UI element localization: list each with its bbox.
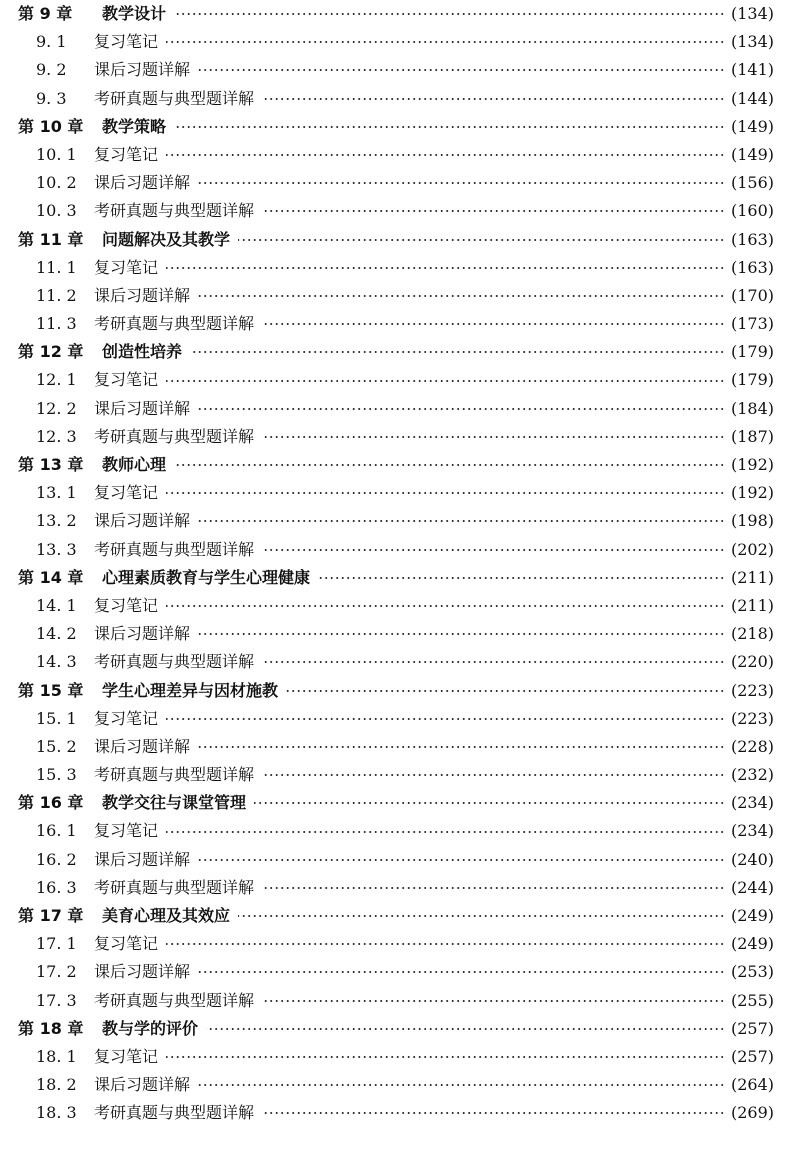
toc-section-entry[interactable] [18,395,774,423]
chapter-number: 第 16 章 [18,793,84,813]
section-title: 复习笔记 [94,934,159,954]
dot-leader [174,126,725,128]
dot-leader [174,13,725,15]
toc-section-entry[interactable] [18,28,774,56]
dot-leader [198,1084,725,1086]
toc-chapter-entry[interactable] [18,113,774,141]
section-title: 课后习题详解 [94,962,191,982]
toc-section-entry[interactable] [18,761,774,789]
chapter-title: 教师心理 [102,455,167,474]
page-number: (234) [730,793,774,813]
section-number: 18. 2 [36,1075,77,1095]
toc-section-entry[interactable] [18,479,774,507]
section-title: 复习笔记 [94,821,159,841]
section-title: 考研真题与典型题详解 [94,1103,255,1123]
section-number: 10. 2 [36,173,77,193]
section-title: 复习笔记 [94,257,159,277]
section-title: 课后习题详解 [94,511,191,531]
page-number: (253) [730,962,774,982]
section-number: 13. 3 [36,539,77,559]
page-number: (173) [730,314,774,334]
toc-section-entry[interactable] [18,1043,774,1071]
toc-section-entry[interactable] [18,536,774,564]
section-number: 13. 1 [36,483,77,503]
page-number: (198) [730,511,774,531]
section-number: 17. 2 [36,962,77,982]
chapter-number: 第 14 章 [18,567,84,587]
section-title: 考研真题与典型题详解 [94,201,255,221]
section-title: 考研真题与典型题详解 [94,426,255,446]
page-number: (228) [730,736,774,756]
chapter-title: 学生心理差异与因材施教 [102,680,279,700]
dot-leader [318,577,725,579]
toc-section-entry[interactable] [18,1071,774,1099]
toc-section-entry[interactable] [18,817,774,845]
page-number: (244) [730,877,774,897]
page-number: (202) [730,539,774,559]
chapter-title: 教学交往与课堂管理 [102,793,247,813]
section-number: 15. 2 [36,736,77,756]
table-of-contents [18,0,774,1128]
section-number: 16. 2 [36,849,77,869]
section-number: 9. 3 [36,88,67,108]
page-number: (179) [730,342,774,362]
page-number: (170) [730,285,774,305]
section-title: 课后习题详解 [94,624,191,644]
toc-section-entry[interactable] [18,648,774,676]
chapter-number: 第 13 章 [18,455,84,474]
toc-chapter-entry[interactable] [18,451,774,479]
toc-section-entry[interactable] [18,254,774,282]
toc-chapter-entry[interactable] [18,226,774,254]
toc-section-entry[interactable] [18,507,774,535]
section-title: 课后习题详解 [94,60,191,80]
chapter-title: 教学策略 [102,116,167,136]
page-number: (192) [730,455,774,474]
section-number: 10. 1 [36,144,77,164]
dot-leader [262,98,725,100]
chapter-title: 创造性培养 [102,342,183,362]
dot-leader [198,520,725,522]
toc-section-entry[interactable] [18,958,774,986]
section-title: 复习笔记 [94,595,159,615]
dot-leader [262,661,725,663]
dot-leader [166,1056,725,1058]
page-number: (240) [730,849,774,869]
chapter-number: 第 17 章 [18,906,84,925]
chapter-number: 第 9 章 [18,4,73,23]
page-number: (211) [730,595,774,615]
section-number: 11. 1 [36,257,77,277]
dot-leader [238,239,725,241]
dot-leader [262,774,725,776]
toc-section-entry[interactable] [18,987,774,1015]
dot-leader [166,605,725,607]
toc-section-entry[interactable] [18,366,774,394]
dot-leader [238,915,725,917]
dot-leader [190,351,725,353]
page-number: (149) [730,144,774,164]
dot-leader [198,408,725,410]
section-number: 18. 1 [36,1046,77,1066]
section-number: 17. 1 [36,934,77,954]
section-title: 考研真题与典型题详解 [94,539,255,559]
toc-section-entry[interactable] [18,874,774,902]
section-number: 9. 2 [36,60,67,80]
chapter-number: 第 10 章 [18,116,84,136]
toc-section-entry[interactable] [18,705,774,733]
toc-section-entry[interactable] [18,310,774,338]
section-number: 9. 1 [36,32,67,52]
dot-leader [166,267,725,269]
toc-section-entry[interactable] [18,141,774,169]
section-number: 13. 2 [36,511,77,531]
dot-leader [262,1112,725,1114]
section-title: 课后习题详解 [94,285,191,305]
chapter-title: 教与学的评价 [102,1018,199,1038]
section-number: 14. 1 [36,595,77,615]
page-number: (264) [730,1075,774,1095]
page-number: (223) [730,708,774,728]
toc-chapter-entry[interactable] [18,338,774,366]
section-title: 考研真题与典型题详解 [94,990,255,1010]
chapter-title: 心理素质教育与学生心理健康 [102,567,311,587]
page-number: (218) [730,624,774,644]
chapter-number: 第 12 章 [18,342,84,362]
page-number: (269) [730,1103,774,1123]
section-title: 复习笔记 [94,32,159,52]
section-title: 复习笔记 [94,370,159,390]
page-number: (249) [730,906,774,925]
section-number: 16. 3 [36,877,77,897]
page-number: (257) [730,1018,774,1038]
dot-leader [262,887,725,889]
dot-leader [166,943,725,945]
page-number: (134) [730,4,774,23]
toc-section-entry[interactable] [18,56,774,84]
dot-leader [262,210,725,212]
section-number: 14. 2 [36,624,77,644]
dot-leader [198,69,725,71]
dot-leader [166,492,725,494]
chapter-title: 教学设计 [102,4,167,23]
page-number: (144) [730,88,774,108]
dot-leader [198,971,725,973]
toc-chapter-entry[interactable] [18,677,774,705]
page-number: (163) [730,229,774,249]
page-number: (184) [730,398,774,418]
dot-leader [198,746,725,748]
section-title: 课后习题详解 [94,398,191,418]
dot-leader [262,1000,725,1002]
toc-chapter-entry[interactable] [18,1015,774,1043]
section-title: 考研真题与典型题详解 [94,877,255,897]
section-number: 10. 3 [36,201,77,221]
section-number: 14. 3 [36,652,77,672]
section-number: 12. 1 [36,370,77,390]
dot-leader [174,464,725,466]
section-number: 12. 3 [36,426,77,446]
page-number: (156) [730,173,774,193]
page-number: (149) [730,116,774,136]
toc-section-entry[interactable] [18,282,774,310]
section-title: 复习笔记 [94,483,159,503]
toc-section-entry[interactable] [18,169,774,197]
section-title: 复习笔记 [94,1046,159,1066]
section-number: 15. 1 [36,708,77,728]
toc-section-entry[interactable] [18,1099,774,1127]
page-number: (232) [730,765,774,785]
dot-leader [166,831,725,833]
toc-section-entry[interactable] [18,197,774,225]
section-title: 复习笔记 [94,144,159,164]
dot-leader [254,802,725,804]
page-number: (223) [730,680,774,700]
chapter-number: 第 11 章 [18,229,84,249]
chapter-title: 问题解决及其教学 [102,229,231,249]
dot-leader [262,436,725,438]
dot-leader [166,41,725,43]
toc-chapter-entry[interactable] [18,902,774,930]
page-number: (234) [730,821,774,841]
dot-leader [206,1028,725,1030]
dot-leader [262,549,725,551]
dot-leader [198,633,725,635]
chapter-title: 美育心理及其效应 [102,906,231,925]
section-title: 课后习题详解 [94,1075,191,1095]
section-number: 17. 3 [36,990,77,1010]
section-title: 考研真题与典型题详解 [94,88,255,108]
page-number: (160) [730,201,774,221]
page-number: (192) [730,483,774,503]
dot-leader [198,295,725,297]
toc-section-entry[interactable] [18,592,774,620]
page-number: (141) [730,60,774,80]
section-number: 11. 3 [36,314,77,334]
toc-chapter-entry[interactable] [18,564,774,592]
page-number: (255) [730,990,774,1010]
section-number: 12. 2 [36,398,77,418]
section-title: 考研真题与典型题详解 [94,765,255,785]
page-number: (249) [730,934,774,954]
section-title: 考研真题与典型题详解 [94,652,255,672]
page-number: (187) [730,426,774,446]
toc-section-entry[interactable] [18,423,774,451]
section-number: 11. 2 [36,285,77,305]
toc-section-entry[interactable] [18,733,774,761]
section-number: 16. 1 [36,821,77,841]
toc-section-entry[interactable] [18,930,774,958]
section-title: 课后习题详解 [94,173,191,193]
dot-leader [286,690,725,692]
page-number: (211) [730,567,774,587]
toc-chapter-entry[interactable] [18,0,774,28]
dot-leader [262,323,725,325]
dot-leader [198,182,725,184]
page-number: (179) [730,370,774,390]
chapter-number: 第 15 章 [18,680,84,700]
dot-leader [166,154,725,156]
section-title: 复习笔记 [94,708,159,728]
section-number: 15. 3 [36,765,77,785]
page-number: (163) [730,257,774,277]
toc-section-entry[interactable] [18,85,774,113]
page-number: (134) [730,32,774,52]
page-number: (257) [730,1046,774,1066]
toc-chapter-entry[interactable] [18,789,774,817]
chapter-number: 第 18 章 [18,1018,84,1038]
toc-section-entry[interactable] [18,620,774,648]
section-title: 考研真题与典型题详解 [94,314,255,334]
section-title: 课后习题详解 [94,849,191,869]
dot-leader [166,718,725,720]
page-number: (220) [730,652,774,672]
section-title: 课后习题详解 [94,736,191,756]
dot-leader [166,380,725,382]
dot-leader [198,859,725,861]
section-number: 18. 3 [36,1103,77,1123]
toc-section-entry[interactable] [18,846,774,874]
